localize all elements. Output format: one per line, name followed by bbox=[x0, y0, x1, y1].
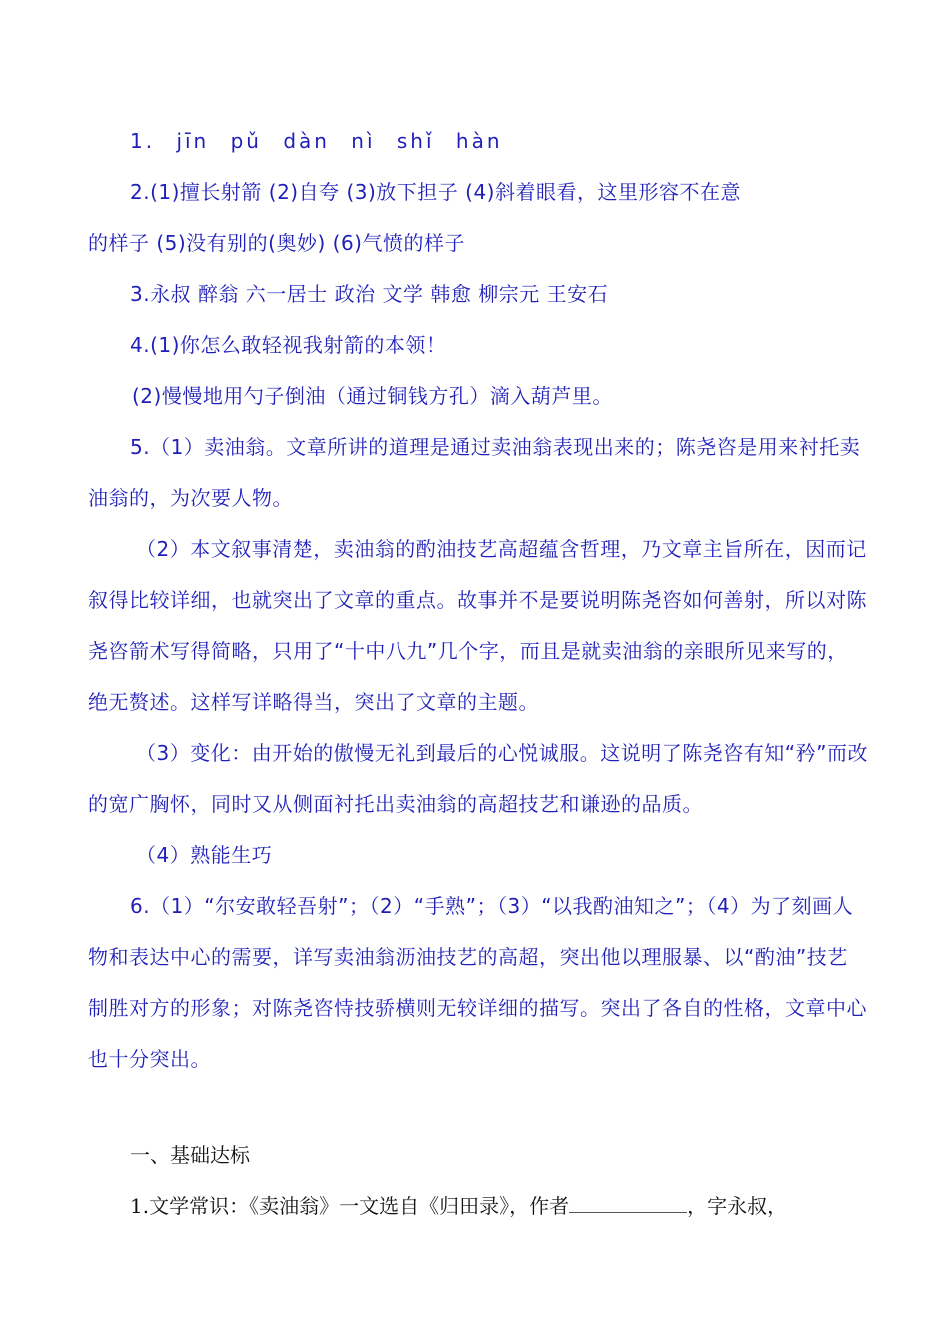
question-1-prefix: 1.文学常识：《卖油翁》一文选自《归田录》，作者 bbox=[130, 1194, 570, 1218]
answer-2-line-1: 2.(1)擅长射箭 (2)自夸 (3)放下担子 (4)斜着眼看，这里形容不在意 bbox=[130, 180, 741, 204]
answer-3: 3.永叔 醉翁 六一居士 政治 文学 韩愈 柳宗元 王安石 bbox=[130, 282, 609, 306]
answer-2-line-2: 的样子 (5)没有别的(奥妙) (6)气愤的样子 bbox=[88, 231, 465, 255]
answer-5-part-3: （3）变化：由开始的傲慢无礼到最后的心悦诚服。这说明了陈尧咨有知“矜”而改的宽广胸怀，同时又从侧面衬托出卖油翁的高超技艺和谦逊的品质。 bbox=[88, 741, 868, 816]
answer-5-part-1: 5.（1）卖油翁。文章所讲的道理是通过卖油翁表现出来的；陈尧咨是用来衬托卖油翁的，为次要人物。 bbox=[88, 435, 861, 510]
exercise-section bbox=[88, 1130, 868, 1232]
answer-5-part-4: （4）熟能生巧 bbox=[136, 843, 273, 867]
answer-4-part-2: (2)慢慢地用勺子倒油（通过铜钱方孔）滴入葫芦里。 bbox=[132, 384, 613, 408]
answer-1-pinyin: 1. jīn pǔ dàn nì shǐ hàn bbox=[130, 129, 503, 153]
answer-blank[interactable] bbox=[569, 1194, 687, 1213]
answer-4-part-1: 4.(1)你怎么敢轻视我射箭的本领！ bbox=[130, 333, 447, 357]
answer-key bbox=[88, 116, 868, 1085]
question-1 bbox=[88, 1181, 868, 1232]
answer-5-part-2: （2）本文叙事清楚，卖油翁的酌油技艺高超蕴含哲理，乃文章主旨所在，因而记叙得比较详细，也就突出了文章的重点。故事并不是要说明陈尧咨如何善射，所以对陈尧咨箭术写得简略，只用了“十中八九”几个字，而且是就卖油翁的亲眼所见来写的，绝无赘述。这样写详略得当，突出了文章的主题。 bbox=[88, 537, 867, 714]
question-1-suffix: ，字永叔， bbox=[687, 1194, 788, 1218]
section-heading: 一、基础达标 bbox=[130, 1143, 250, 1167]
answer-6: 6.（1）“尔安敢轻吾射”；（2）“手熟”；（3）“以我酌油知之”；（4）为了刻画人物和表达中心的需要，详写卖油翁沥油技艺的高超，突出他以理服暴、以“酌油”技艺制胜对方的形象；对陈尧咨恃技骄横则无较详细的描写。突出了各自的性格，文章中心也十分突出。 bbox=[88, 894, 867, 1071]
